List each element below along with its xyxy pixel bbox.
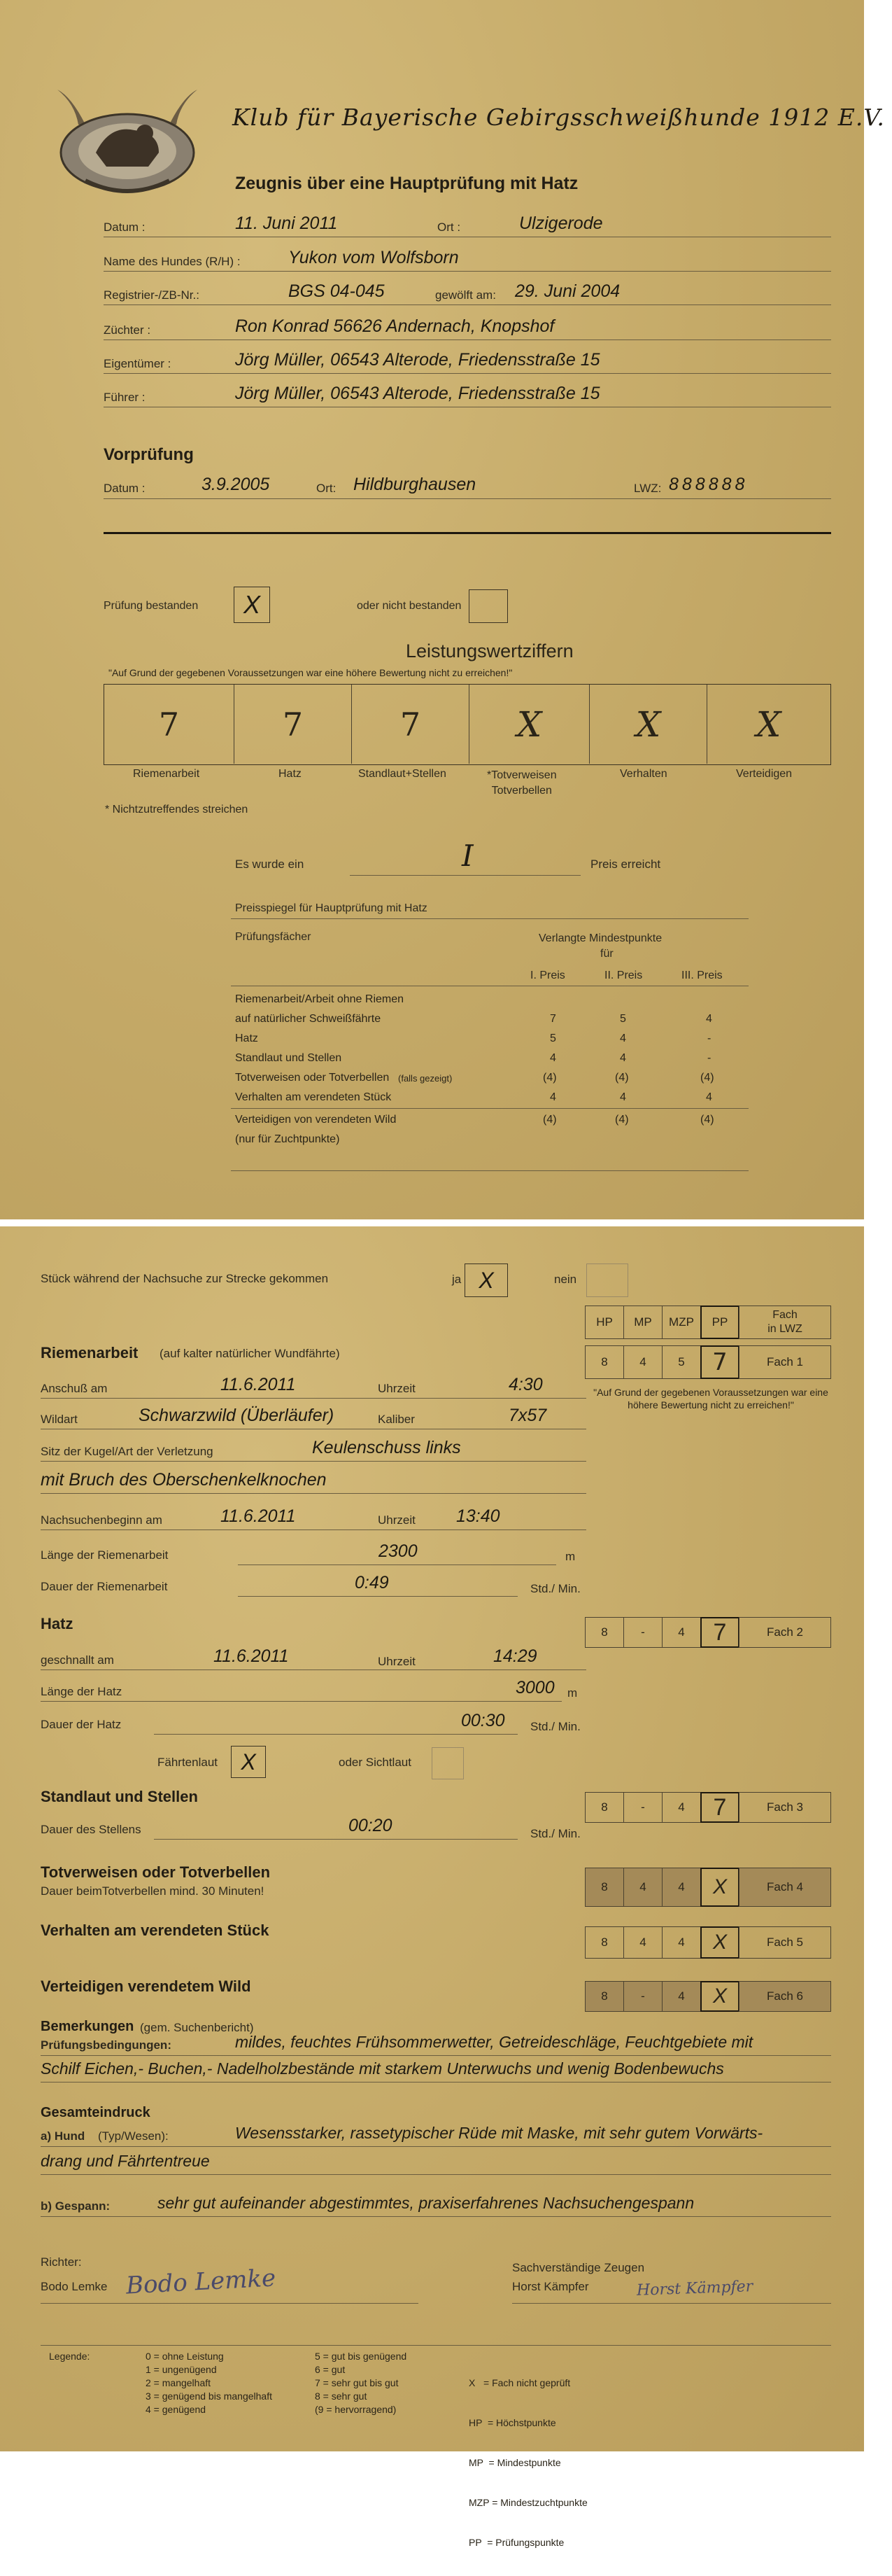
- riemenarbeit-score: [585, 1345, 831, 1379]
- totverweisen-title: Totverweisen oder Totverbellen: [41, 1863, 271, 1881]
- preisspiegel-cell: 4: [620, 1052, 626, 1064]
- hatz-score: [585, 1617, 831, 1648]
- legende-item: HP = Höchstpunkte: [469, 2417, 556, 2428]
- zuechter-label: Züchter :: [104, 323, 151, 337]
- preisspiegel-divider: [231, 1108, 749, 1109]
- faehrtenlaut-checkbox[interactable]: [231, 1746, 266, 1778]
- legende-col-3: [469, 2350, 588, 2576]
- pruefungsbedingungen-value-1: mildes, feuchtes Frühsommerwetter, Getreideschläge, Feuchtgebiete mit: [235, 2033, 753, 2051]
- preisspiegel-row-name: Hatz: [235, 1032, 258, 1044]
- hund-line-2: [41, 2174, 831, 2175]
- score-pp: X: [700, 1981, 739, 2012]
- fuehrer-label: Führer :: [104, 391, 146, 404]
- preisspiegel-cell: (4): [543, 1114, 557, 1126]
- preisspiegel-row-name: Verteidigen von verendeten Wild: [235, 1114, 397, 1126]
- preisspiegel-cell: 4: [620, 1032, 626, 1044]
- lwz-footnote: * Nichtzutreffendes streichen: [105, 804, 248, 816]
- score-pp: X: [700, 1926, 739, 1959]
- legende-item: 4 = genügend: [146, 2404, 206, 2415]
- preisspiegel-cell: (4): [700, 1114, 714, 1126]
- lwz-value-3: 7: [399, 705, 421, 743]
- gewoelft-label: gewölft am:: [435, 288, 496, 302]
- lwz-label-hatz: Hatz: [278, 768, 302, 780]
- lwz-title: Leistungswertziffern: [406, 640, 574, 662]
- dauer-riemen-unit: Std./ Min.: [530, 1582, 581, 1595]
- preisspiegel-row-name: Totverweisen oder Totverbellen: [235, 1072, 390, 1084]
- lwz-cell-verteidigen: [707, 685, 830, 764]
- score-hp: 8: [585, 1617, 624, 1648]
- hund-value-2: drang und Fährtentreue: [41, 2152, 210, 2170]
- riemenarbeit-subtitle: (auf kalter natürlicher Wundfährte): [160, 1347, 340, 1360]
- preisspiegel-cell: -: [707, 1032, 712, 1044]
- hund-label: a) Hund: [41, 2129, 85, 2143]
- preisspiegel-row-name: Riemenarbeit/Arbeit ohne Riemen: [235, 993, 404, 1005]
- nachsuchenbeginn-value: 11.6.2011: [220, 1506, 296, 1526]
- legend-separator: [41, 2345, 831, 2346]
- bestanden-mark: X: [243, 590, 260, 619]
- preisspiegel-col-head2: für: [600, 948, 614, 960]
- zeugen-signature: Horst Kämpfer: [636, 2278, 753, 2300]
- lwz-value-6: X: [756, 704, 781, 745]
- nachsuchenbeginn-uhrzeit-value: 13:40: [456, 1506, 500, 1526]
- ja-label: ja: [452, 1273, 462, 1286]
- laenge-riemen-line: [238, 1564, 556, 1565]
- preisspiegel-row: [235, 1069, 753, 1087]
- nachsuchenbeginn-label: Nachsuchenbeginn am: [41, 1513, 162, 1527]
- zeugen-name: Horst Kämpfer: [512, 2280, 589, 2293]
- preisspiegel-cell: (4): [615, 1114, 629, 1126]
- preisspiegel-cell: 4: [706, 1091, 712, 1103]
- bemerkungen-sub: (gem. Suchenbericht): [140, 2021, 254, 2034]
- score-mzp: 4: [662, 1981, 701, 2012]
- score-hp: 8: [585, 1792, 624, 1823]
- preisspiegel-col-head: Verlangte Mindestpunkte: [539, 932, 663, 944]
- sichtlaut-checkbox[interactable]: [432, 1747, 464, 1779]
- datum-value: 11. Juni 2011: [235, 214, 338, 233]
- nein-checkbox[interactable]: [586, 1264, 628, 1297]
- lwz-cell-riemenarbeit: [104, 685, 234, 764]
- score-header: [585, 1306, 831, 1339]
- preisspiegel-col-2: II. Preis: [604, 969, 643, 981]
- legende-label: Legende:: [49, 2351, 90, 2362]
- certificate-page-2: [0, 1226, 864, 2548]
- faehrtenlaut-label: Fährtenlaut: [157, 1756, 218, 1769]
- legende-item: 1 = ungenügend: [146, 2364, 217, 2375]
- hundename-line: [104, 271, 831, 272]
- ja-checkbox[interactable]: [465, 1264, 508, 1297]
- preis-prefix: Es wurde ein: [235, 858, 304, 871]
- preisspiegel-row-name: Standlaut und Stellen: [235, 1052, 342, 1064]
- vorpruefung-ort-value: Hildburghausen: [353, 475, 476, 494]
- ja-mark: X: [479, 1267, 494, 1293]
- score-mp: -: [623, 1792, 663, 1823]
- dauer-stellen-label: Dauer des Stellens: [41, 1823, 141, 1836]
- ort-label: Ort :: [437, 220, 461, 234]
- preisspiegel-bottom-line: [231, 1170, 749, 1171]
- hund-line-1: [41, 2146, 831, 2147]
- hundename-value: Yukon vom Wolfsborn: [288, 248, 459, 267]
- preisspiegel-cell: (4): [543, 1072, 557, 1084]
- anschuss-uhrzeit-label: Uhrzeit: [378, 1382, 416, 1395]
- legende-col-1: [137, 2350, 272, 2416]
- verhalten-title: Verhalten am verendeten Stück: [41, 1921, 269, 1939]
- preisspiegel-cell: 7: [550, 1013, 556, 1025]
- hatz-uhrzeit-value: 14:29: [493, 1646, 537, 1666]
- dauer-hatz-label: Dauer der Hatz: [41, 1718, 122, 1731]
- preisspiegel-cell: 4: [620, 1091, 626, 1103]
- vorpruefung-title: Vorprüfung: [104, 445, 194, 464]
- section-separator: [104, 532, 831, 534]
- laenge-hatz-value: 3000: [516, 1678, 555, 1698]
- preisspiegel-col-faecher: Prüfungsfächer: [235, 931, 311, 943]
- preisspiegel-line: [231, 918, 749, 919]
- lwz-value-1: 7: [158, 705, 180, 743]
- richter-label: Richter:: [41, 2255, 82, 2269]
- dauer-riemen-label: Dauer der Riemenarbeit: [41, 1580, 168, 1593]
- preisspiegel-row: [235, 1130, 753, 1149]
- sitz-line-2: [41, 1493, 586, 1494]
- preisspiegel-row: [235, 990, 753, 1009]
- hatz-title: Hatz: [41, 1615, 73, 1632]
- vorpruefung-line: [104, 498, 831, 499]
- datum-label: Datum :: [104, 220, 146, 234]
- score-head-mp: MP: [623, 1306, 663, 1339]
- preisspiegel-row: [235, 1030, 753, 1048]
- score-pp: X: [700, 1868, 739, 1907]
- richter-line: [41, 2303, 418, 2304]
- preisspiegel-cell: 5: [550, 1032, 556, 1044]
- lwz-cell-totverweisen: [469, 685, 590, 764]
- registrier-line: [104, 304, 831, 305]
- geschnallt-label: geschnallt am: [41, 1653, 114, 1667]
- nein-label: nein: [554, 1273, 577, 1286]
- lwz-label-verhalten: Verhalten: [620, 768, 667, 780]
- legende-col-2: [315, 2350, 406, 2416]
- verteidigen-score: [585, 1981, 831, 2012]
- gesamteindruck-title: Gesamteindruck: [41, 2105, 150, 2120]
- lwz-label-standlaut: Standlaut+Stellen: [358, 768, 446, 780]
- score-mp: 4: [623, 1345, 663, 1379]
- score-head-pp: PP: [700, 1306, 739, 1339]
- club-logo: [43, 69, 211, 209]
- preisspiegel-cell: (4): [700, 1072, 714, 1084]
- lwz-label-totverweisen: *Totverweisen Totverbellen: [487, 769, 557, 797]
- preisspiegel-row: [235, 1010, 753, 1028]
- sitz-label: Sitz der Kugel/Art der Verletzung: [41, 1445, 213, 1458]
- legende-item: 0 = ohne Leistung: [146, 2351, 224, 2362]
- vorpruefung-datum-value: 3.9.2005: [201, 475, 270, 494]
- bestanden-checkbox[interactable]: [234, 587, 270, 623]
- faehrtenlaut-mark: X: [241, 1749, 256, 1774]
- lwz-value-2: 7: [282, 705, 304, 743]
- gewoelft-value: 29. Juni 2004: [515, 281, 621, 301]
- bestanden-label: Prüfung bestanden: [104, 600, 199, 612]
- preisspiegel-row-name: Verhalten am verendeten Stück: [235, 1091, 392, 1103]
- strecke-label: Stück während der Nachsuche zur Strecke gekommen: [41, 1272, 329, 1285]
- anschuss-uhrzeit-value: 4:30: [509, 1375, 543, 1394]
- riemenarbeit-title: Riemenarbeit: [41, 1344, 139, 1362]
- laenge-riemen-value: 2300: [378, 1541, 418, 1561]
- dauer-stellen-line: [154, 1839, 518, 1840]
- verhalten-score: [585, 1926, 831, 1959]
- legende-item: MZP = Mindestzuchtpunkte: [469, 2497, 588, 2508]
- legende-item: (9 = hervorragend): [315, 2404, 397, 2415]
- score-fach: Fach 5: [739, 1926, 831, 1959]
- score-note: "Auf Grund der gegebenen Voraussetzungen war eine höhere Bewertung nicht zu erreichen!": [593, 1387, 828, 1410]
- score-head-mzp: MZP: [662, 1306, 701, 1339]
- preis-value: I: [462, 839, 474, 873]
- sitz-value-2: mit Bruch des Oberschenkelknochen: [41, 1470, 327, 1490]
- richter-signature: Bodo Lemke: [125, 2264, 277, 2300]
- legende-item: PP = Prüfungspunkte: [469, 2537, 565, 2548]
- preisspiegel-col-3: III. Preis: [681, 969, 723, 981]
- score-fach: Fach 1: [739, 1345, 831, 1379]
- sitz-value: Keulenschuss links: [312, 1438, 461, 1457]
- gespann-label: b) Gespann:: [41, 2199, 111, 2213]
- preisspiegel-col-1: I. Preis: [530, 969, 565, 981]
- preisspiegel-cell: 4: [550, 1091, 556, 1103]
- hund-value-1: Wesensstarker, rassetypischer Rüde mit Maske, mit sehr gutem Vorwärts-: [235, 2124, 763, 2142]
- legende-item: 8 = sehr gut: [315, 2390, 367, 2402]
- preisspiegel-row-sub: (falls gezeigt): [398, 1073, 453, 1084]
- bemerkungen-title: Bemerkungen: [41, 2019, 134, 2034]
- totverweisen-score: [585, 1868, 831, 1907]
- fuehrer-value: Jörg Müller, 06543 Alterode, Friedensstraße 15: [235, 384, 600, 403]
- verteidigen-title: Verteidigen verendetem Wild: [41, 1977, 251, 1995]
- wildart-value: Schwarzwild (Überläufer): [139, 1406, 334, 1425]
- lwz-cell-standlaut: [352, 685, 469, 764]
- gespann-value: sehr gut aufeinander abgestimmtes, praxiserfahrenes Nachsuchengespann: [157, 2194, 695, 2212]
- legende-item: MP = Mindestpunkte: [469, 2457, 561, 2468]
- club-name: Klub für Bayerische Gebirgsschweißhunde 1912 E.V.: [232, 104, 885, 131]
- legende-item: X = Fach nicht geprüft: [469, 2377, 571, 2388]
- score-mp: -: [623, 1617, 663, 1648]
- lwz-table: [104, 684, 831, 765]
- preisspiegel-row: [235, 1088, 753, 1107]
- lwz-note: "Auf Grund der gegebenen Voraussetzungen war eine höhere Bewertung nicht zu erreichen!": [108, 667, 513, 678]
- score-mzp: 4: [662, 1868, 701, 1907]
- lwz-label-riemenarbeit: Riemenarbeit: [133, 768, 200, 780]
- preis-suffix: Preis erreicht: [590, 858, 661, 871]
- nachsuchenbeginn-uhrzeit-label: Uhrzeit: [378, 1513, 416, 1527]
- score-head-fach: Fach in LWZ: [739, 1306, 831, 1339]
- legende-item: 7 = sehr gut bis gut: [315, 2377, 399, 2388]
- legende-item: 3 = genügend bis mangelhaft: [146, 2390, 272, 2402]
- zeugen-label: Sachverständige Zeugen: [512, 2261, 645, 2274]
- ort-value: Ulzigerode: [519, 214, 603, 233]
- lwz-value: 888888: [669, 475, 749, 494]
- dauer-hatz-line: [154, 1734, 518, 1735]
- score-head-hp: HP: [585, 1306, 624, 1339]
- club-logo-emblem: [43, 69, 211, 209]
- legende-item: 6 = gut: [315, 2364, 346, 2375]
- dauer-riemen-value: 0:49: [355, 1573, 389, 1592]
- laenge-hatz-line: [41, 1701, 562, 1702]
- dauer-stellen-unit: Std./ Min.: [530, 1827, 581, 1840]
- lwz-label-verteidigen: Verteidigen: [736, 768, 793, 780]
- eigentuemer-line: [104, 373, 831, 374]
- vorpruefung-datum-label: Datum :: [104, 482, 146, 495]
- score-mzp: 5: [662, 1345, 701, 1379]
- preisspiegel-cell: 4: [706, 1013, 712, 1025]
- preisspiegel-cell: -: [707, 1052, 712, 1064]
- preisspiegel-title: Preisspiegel für Hauptprüfung mit Hatz: [235, 902, 427, 914]
- dauer-riemen-line: [238, 1596, 518, 1597]
- dauer-stellen-value: 00:20: [348, 1816, 392, 1835]
- score-mp: 4: [623, 1868, 663, 1907]
- eigentuemer-value: Jörg Müller, 06543 Alterode, Friedensstraße 15: [235, 350, 600, 370]
- laenge-hatz-label: Länge der Hatz: [41, 1685, 122, 1698]
- laenge-riemen-label: Länge der Riemenarbeit: [41, 1548, 169, 1562]
- score-hp: 8: [585, 1981, 624, 2012]
- geschnallt-value: 11.6.2011: [213, 1646, 289, 1666]
- hundename-label: Name des Hundes (R/H) :: [104, 255, 241, 268]
- score-fach: Fach 3: [739, 1792, 831, 1823]
- zeugen-line: [512, 2303, 831, 2304]
- anschuss-line: [41, 1398, 586, 1399]
- preisspiegel-cell: 4: [550, 1052, 556, 1064]
- preisspiegel-row-name: (nur für Zuchtpunkte): [235, 1133, 340, 1145]
- laenge-hatz-unit: m: [567, 1686, 578, 1700]
- lwz-cell-hatz: [234, 685, 352, 764]
- dauer-hatz-value: 00:30: [461, 1711, 505, 1730]
- score-hp: 8: [585, 1926, 624, 1959]
- hatz-uhrzeit-label: Uhrzeit: [378, 1655, 416, 1668]
- sitz-line: [41, 1461, 586, 1462]
- registrier-label: Registrier-/ZB-Nr.:: [104, 288, 199, 302]
- bedingungen-line-1: [41, 2055, 831, 2056]
- kaliber-label: Kaliber: [378, 1413, 415, 1426]
- lwz-value-4: X: [516, 704, 542, 745]
- score-mp: 4: [623, 1926, 663, 1959]
- pruefungsbedingungen-label: Prüfungsbedingungen:: [41, 2038, 171, 2052]
- score-mzp: 4: [662, 1617, 701, 1648]
- score-mzp: 4: [662, 1792, 701, 1823]
- preisspiegel-cell: 5: [620, 1013, 626, 1025]
- score-mp: -: [623, 1981, 663, 2012]
- document-title: Zeugnis über eine Hauptprüfung mit Hatz: [235, 174, 579, 193]
- legende-item: 5 = gut bis genügend: [315, 2351, 407, 2362]
- lwz-label: LWZ:: [634, 482, 662, 495]
- anschuss-label: Anschuß am: [41, 1382, 108, 1395]
- score-fach: Fach 6: [739, 1981, 831, 2012]
- score-fach: Fach 2: [739, 1617, 831, 1648]
- legende-item: 2 = mangelhaft: [146, 2377, 211, 2388]
- zuechter-value: Ron Konrad 56626 Andernach, Knopshof: [235, 316, 555, 336]
- vorpruefung-ort-label: Ort:: [316, 482, 337, 495]
- score-pp: 7: [700, 1345, 739, 1379]
- nicht-bestanden-checkbox[interactable]: [469, 589, 508, 623]
- eigentuemer-label: Eigentümer :: [104, 357, 171, 370]
- preisspiegel-cell: (4): [615, 1072, 629, 1084]
- kaliber-value: 7x57: [509, 1406, 547, 1425]
- nicht-bestanden-label: oder nicht bestanden: [357, 600, 462, 612]
- preisspiegel-row: [235, 1049, 753, 1068]
- score-pp: 7: [700, 1792, 739, 1823]
- pruefungsbedingungen-value-2: Schilf Eichen,- Buchen,- Nadelholzbestände mit starkem Unterwuchs und wenig Bodenbewuchs: [41, 2059, 724, 2078]
- certificate-page-1: [0, 0, 885, 1219]
- score-hp: 8: [585, 1868, 624, 1907]
- score-pp: 7: [700, 1617, 739, 1648]
- gespann-line: [41, 2216, 831, 2217]
- dauer-hatz-unit: Std./ Min.: [530, 1720, 581, 1733]
- preisspiegel-row-name: auf natürlicher Schweißfährte: [235, 1013, 381, 1025]
- hund-sub: (Typ/Wesen):: [98, 2129, 169, 2143]
- totverweisen-subtitle: Dauer beimTotverbellen mind. 30 Minuten!: [41, 1884, 264, 1898]
- sichtlaut-label: oder Sichtlaut: [339, 1756, 411, 1769]
- laenge-riemen-unit: m: [565, 1550, 576, 1563]
- wildart-label: Wildart: [41, 1413, 78, 1426]
- registrier-value: BGS 04-045: [288, 281, 385, 301]
- legende: [41, 2350, 831, 2548]
- score-hp: 8: [585, 1345, 624, 1379]
- standlaut-title: Standlaut und Stellen: [41, 1788, 198, 1805]
- preis-line: [350, 875, 581, 876]
- anschuss-value: 11.6.2011: [220, 1375, 296, 1394]
- lwz-value-5: X: [635, 704, 661, 745]
- richter-name: Bodo Lemke: [41, 2280, 108, 2293]
- lwz-cell-verhalten: [590, 685, 707, 764]
- preisspiegel-row: [235, 1111, 753, 1129]
- standlaut-score: [585, 1792, 831, 1823]
- score-fach: Fach 4: [739, 1868, 831, 1907]
- score-mzp: 4: [662, 1926, 701, 1959]
